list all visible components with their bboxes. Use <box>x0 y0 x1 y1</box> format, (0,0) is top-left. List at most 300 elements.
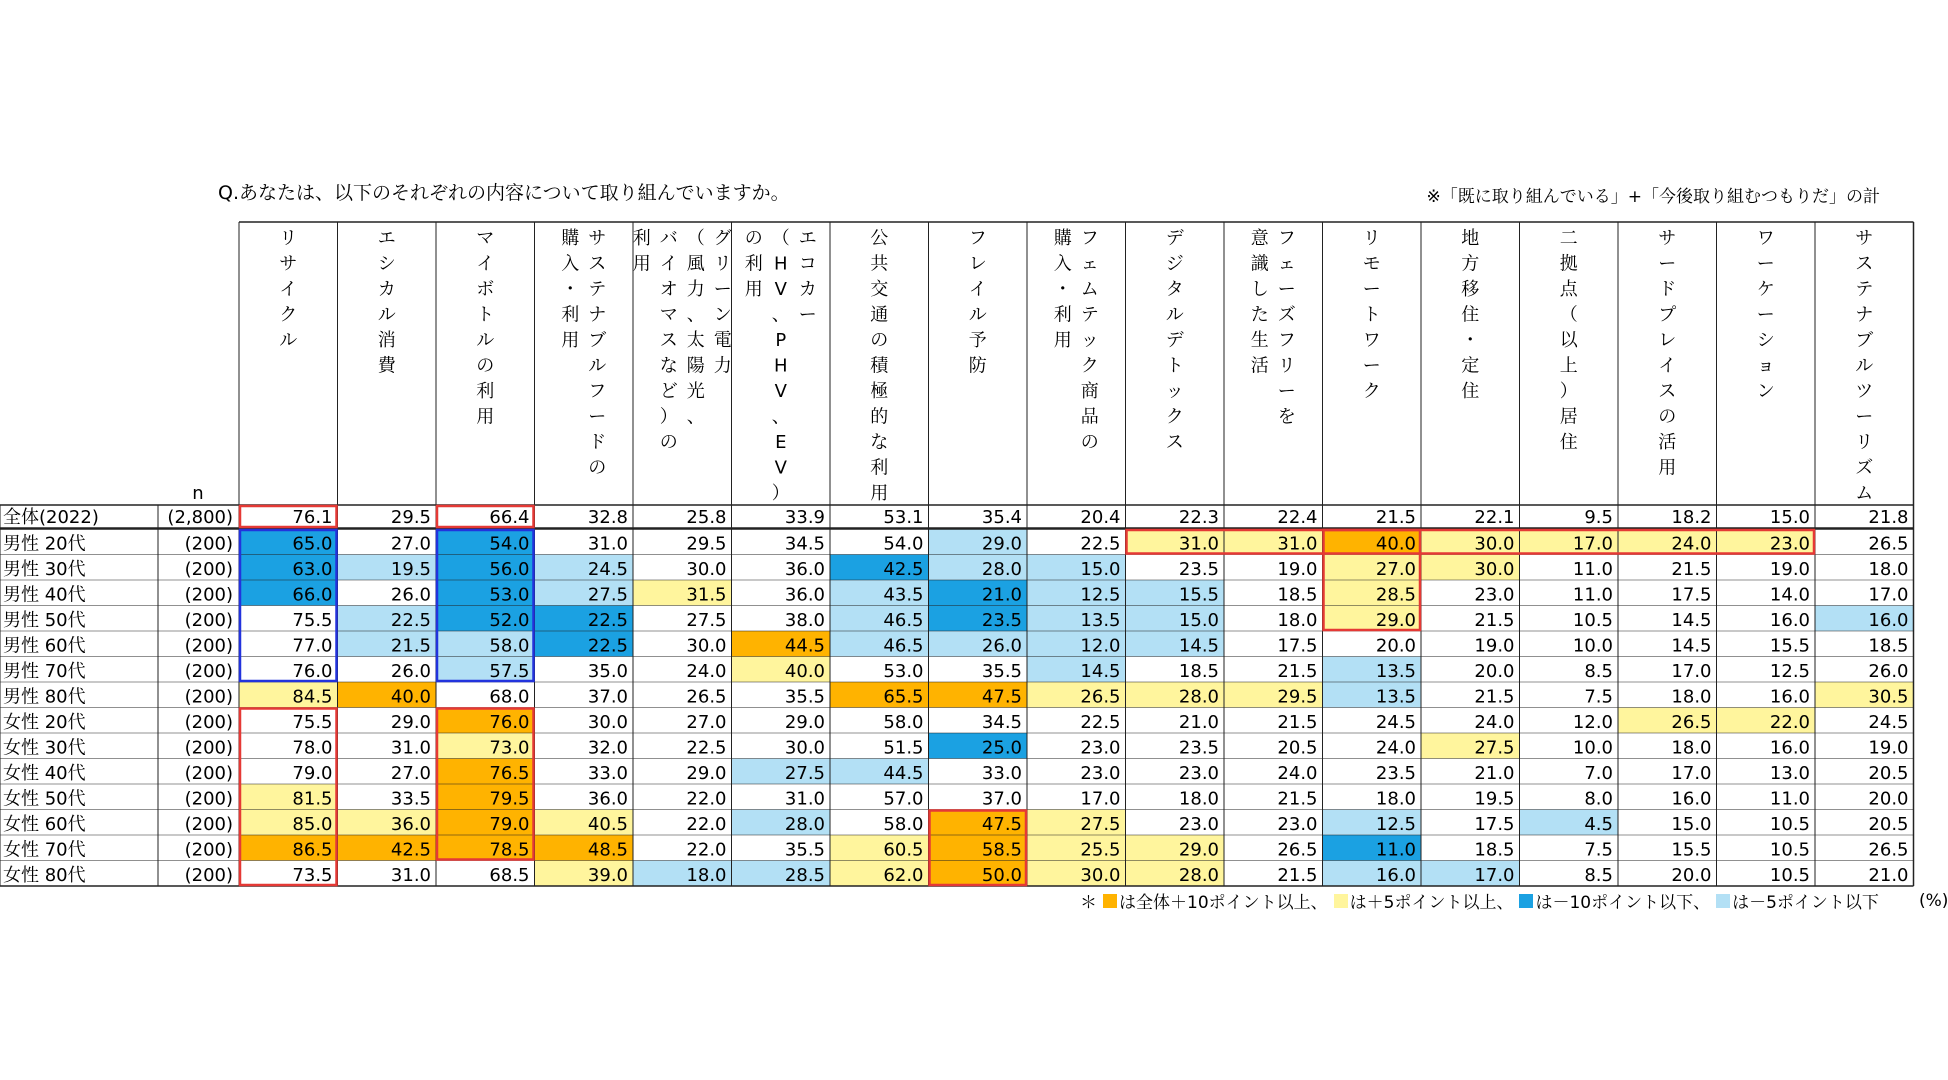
cell-value: 17.5 <box>1277 635 1318 657</box>
column-header-char: ム <box>1080 279 1099 300</box>
column-header-char: マ <box>659 304 678 326</box>
column-header-char: 光 <box>686 381 705 402</box>
column-header-char: 品 <box>1080 406 1099 428</box>
column-header-char: ク <box>1362 381 1381 402</box>
column-header-char: 、 <box>686 406 705 428</box>
cell-value: 79.5 <box>489 788 530 810</box>
cell-value: 27.0 <box>390 763 431 784</box>
column-header-char: ル <box>476 330 495 351</box>
cell-value: 8.5 <box>1584 865 1613 886</box>
column-header-char: ど <box>659 381 678 402</box>
cell-value: 76.0 <box>292 661 333 682</box>
cell-value: 17.0 <box>1080 788 1121 810</box>
cell-value: 30.0 <box>1474 533 1515 555</box>
cell-value: 31.0 <box>1178 533 1219 555</box>
column-header-char: ・ <box>1461 330 1480 351</box>
cell-value: 73.5 <box>292 865 333 886</box>
cell-value: 63.0 <box>292 559 333 580</box>
cell-value: 31.0 <box>390 737 431 759</box>
cell-value: 50.0 <box>981 865 1022 886</box>
cell-value: 33.0 <box>981 763 1022 784</box>
cell-value: 17.5 <box>1671 584 1712 606</box>
row-label: 男性 50代 <box>3 610 86 631</box>
cell-value: 77.0 <box>292 635 333 657</box>
cell-value: 14.0 <box>1769 584 1810 606</box>
cell-value: 27.5 <box>1474 737 1515 759</box>
column-header-char: イ <box>1658 355 1677 377</box>
column-header-char: 居 <box>1559 406 1578 428</box>
column-header-char: 用 <box>561 330 580 351</box>
cell-value: 13.0 <box>1769 763 1810 784</box>
column-header-char: 交 <box>870 279 889 300</box>
cell-value: 19.0 <box>1769 559 1810 580</box>
cell-value: 18.0 <box>1375 788 1416 810</box>
column-header-char: 利 <box>476 381 495 402</box>
column-header-char: ー <box>1756 253 1775 275</box>
column-header-char: ワ <box>1362 330 1381 351</box>
cell-value: 17.0 <box>1572 533 1613 555</box>
column-header-char: イ <box>659 253 678 275</box>
row-n: (200) <box>184 661 233 682</box>
cell-value: 66.0 <box>292 584 333 606</box>
cell-value: 18.0 <box>686 865 727 886</box>
cell-value: 24.0 <box>1474 712 1515 733</box>
cell-value: 26.5 <box>1671 712 1712 733</box>
cell-value: 26.0 <box>390 584 431 606</box>
cell-value: 17.5 <box>1474 814 1515 835</box>
row-label: 女性 50代 <box>3 788 86 810</box>
cell-value: 29.5 <box>686 533 727 555</box>
cell-value: 23.0 <box>1769 533 1810 555</box>
cell-value: 20.4 <box>1080 507 1121 528</box>
column-header-char: 購 <box>561 228 580 249</box>
column-header-char: V <box>774 381 787 402</box>
cell-value: 29.5 <box>1277 686 1318 708</box>
column-header-char: 用 <box>1658 457 1677 479</box>
cell-value: 24.5 <box>1868 712 1909 733</box>
cell-value: 81.5 <box>292 788 333 810</box>
cell-value: 21.0 <box>981 584 1022 606</box>
row-label: 男性 70代 <box>3 661 86 682</box>
cell-value: 19.0 <box>1277 559 1318 580</box>
column-header-char: テ <box>1080 304 1099 326</box>
cell-value: 23.0 <box>1080 737 1121 759</box>
column-header-char: ） <box>659 406 678 428</box>
column-header-char: の <box>870 330 889 351</box>
column-header-char: シ <box>377 253 396 275</box>
column-header-char: 拠 <box>1559 253 1578 275</box>
cell-value: 28.0 <box>784 814 825 835</box>
cell-value: 22.4 <box>1277 507 1318 528</box>
column-header-char: 利 <box>1053 304 1072 326</box>
column-header-char: E <box>775 432 787 453</box>
cell-value: 23.0 <box>1178 763 1219 784</box>
cell-value: 20.5 <box>1868 814 1909 835</box>
cell-value: 60.5 <box>883 839 924 861</box>
cell-value: 29.0 <box>390 712 431 733</box>
column-header-char: ー <box>1277 279 1296 300</box>
column-header-char: ボ <box>476 279 495 300</box>
column-header-char: 、 <box>771 304 790 326</box>
cell-value: 21.5 <box>1277 865 1318 886</box>
column-header-char: 太 <box>686 330 705 351</box>
cell-value: 15.0 <box>1769 507 1810 528</box>
column-header-char: の <box>588 457 607 479</box>
cell-value: 27.0 <box>686 712 727 733</box>
column-header-char: サ <box>1658 228 1677 249</box>
cell-value: 53.1 <box>883 507 924 528</box>
legend-plus5-label: は＋5ポイント以上、 <box>1349 893 1514 913</box>
column-header-char: サ <box>588 228 607 249</box>
legend-prefix: ＊ <box>1080 893 1097 913</box>
cell-value: 76.5 <box>489 763 530 784</box>
column-header-char: 共 <box>870 253 889 275</box>
cell-value: 37.0 <box>587 686 628 708</box>
column-header-char: （ <box>686 228 705 249</box>
row-n: (200) <box>184 533 233 555</box>
cell-value: 65.0 <box>292 533 333 555</box>
cell-value: 11.0 <box>1375 839 1416 861</box>
cell-value: 22.0 <box>686 839 727 861</box>
cell-value: 36.0 <box>587 788 628 810</box>
cell-value: 36.0 <box>390 814 431 835</box>
cell-value: 23.0 <box>1080 763 1121 784</box>
cell-value: 19.5 <box>1474 788 1515 810</box>
column-header-char: ム <box>1855 483 1874 504</box>
cell-value: 40.5 <box>587 814 628 835</box>
cell-value: 27.0 <box>390 533 431 555</box>
row-label: 男性 20代 <box>3 533 86 555</box>
cell-value: 8.0 <box>1584 788 1613 810</box>
column-header-char: ド <box>588 432 607 453</box>
cell-value: 85.0 <box>292 814 333 835</box>
cell-value: 21.8 <box>1868 507 1909 528</box>
row-n: (200) <box>184 635 233 657</box>
cell-value: 43.5 <box>883 584 924 606</box>
column-header-char: ト <box>476 304 495 326</box>
cell-value: 17.0 <box>1474 865 1515 886</box>
cell-value: 21.5 <box>1671 559 1712 580</box>
cell-value: 18.0 <box>1868 559 1909 580</box>
cell-value: 86.5 <box>292 839 333 861</box>
row-label: 女性 40代 <box>3 763 86 784</box>
legend-plus10-label: は全体＋10ポイント以上、 <box>1119 893 1328 913</box>
column-header-char: V <box>774 457 787 479</box>
column-header-char: 住 <box>1461 381 1480 402</box>
cell-value: 24.0 <box>1375 737 1416 759</box>
row-n: (200) <box>184 814 233 835</box>
column-header-char: な <box>870 432 889 453</box>
cell-value: 18.5 <box>1277 584 1318 606</box>
column-header-char: 方 <box>1461 253 1480 275</box>
cell-value: 47.5 <box>981 686 1022 708</box>
cell-value: 28.0 <box>981 559 1022 580</box>
cell-value: 20.5 <box>1277 737 1318 759</box>
cell-value: 22.5 <box>587 635 628 657</box>
cell-value: 30.0 <box>1080 865 1121 886</box>
column-header-char: ッ <box>1080 330 1099 351</box>
cell-value: 30.0 <box>587 712 628 733</box>
cell-value: 15.0 <box>1178 610 1219 631</box>
cell-value: 40.0 <box>784 661 825 682</box>
column-header-char: ナ <box>1855 304 1874 326</box>
column-header-char: ル <box>279 330 298 351</box>
cell-value: 19.0 <box>1868 737 1909 759</box>
cell-value: 23.5 <box>1178 737 1219 759</box>
cell-value: 22.3 <box>1178 507 1219 528</box>
cell-value: 46.5 <box>883 610 924 631</box>
cell-value: 15.5 <box>1671 839 1712 861</box>
column-header-char: リ <box>279 228 298 249</box>
column-header-char: ェ <box>1080 253 1099 275</box>
cell-value: 21.5 <box>1474 610 1515 631</box>
row-label: 男性 60代 <box>3 635 86 657</box>
column-header-char: ー <box>1756 304 1775 326</box>
cell-value: 29.0 <box>1375 610 1416 631</box>
cell-value: 44.5 <box>883 763 924 784</box>
cell-value: 36.0 <box>784 559 825 580</box>
legend <box>1080 888 1948 913</box>
cell-value: 76.0 <box>489 712 530 733</box>
column-header-char: 活 <box>1250 355 1269 377</box>
cell-value: 26.5 <box>1277 839 1318 861</box>
column-header-char: ッ <box>1165 381 1184 402</box>
cell-value: 26.0 <box>390 661 431 682</box>
cell-value: 18.0 <box>1178 788 1219 810</box>
cell-value: 78.0 <box>292 737 333 759</box>
column-header-char: ル <box>588 355 607 377</box>
column-header-char: ー <box>1362 355 1381 377</box>
column-header-char: 入 <box>561 253 580 275</box>
cell-value: 23.0 <box>1178 814 1219 835</box>
cell-value: 53.0 <box>883 661 924 682</box>
column-header-char: レ <box>1658 330 1677 351</box>
legend-minus10-label: は－10ポイント以下、 <box>1535 893 1711 913</box>
legend-minus5-label: は－5ポイント以下 <box>1732 893 1879 913</box>
column-header-char: 用 <box>632 253 651 275</box>
column-header-char: ー <box>798 304 817 326</box>
cell-value: 12.0 <box>1080 635 1121 657</box>
column-header-char: ） <box>1559 381 1578 402</box>
cell-value: 24.0 <box>1671 533 1712 555</box>
cell-value: 28.0 <box>1178 686 1219 708</box>
cell-value: 22.1 <box>1474 507 1515 528</box>
column-header-char: な <box>659 355 678 377</box>
row-n: (200) <box>184 763 233 784</box>
note-text: ※「既に取り組んでいる」+「今後取り組むつもりだ」の計 <box>1426 187 1880 207</box>
cell-value: 37.0 <box>981 788 1022 810</box>
column-header-char: た <box>1250 304 1269 326</box>
column-header-char: を <box>1277 406 1296 428</box>
column-header-char: 通 <box>870 304 889 326</box>
cell-value: 18.5 <box>1474 839 1515 861</box>
row-label: 女性 80代 <box>3 865 86 886</box>
cell-value: 26.5 <box>686 686 727 708</box>
column-header-char: ズ <box>1277 304 1296 326</box>
cell-value: 24.5 <box>1375 712 1416 733</box>
cell-value: 10.0 <box>1572 737 1613 759</box>
cell-value: 22.5 <box>587 610 628 631</box>
column-header-char: 用 <box>476 406 495 428</box>
cell-value: 56.0 <box>489 559 530 580</box>
cell-value: 21.0 <box>1178 712 1219 733</box>
column-header-char: ブ <box>588 330 607 351</box>
column-header-char: 費 <box>377 355 396 377</box>
cell-value: 42.5 <box>390 839 431 861</box>
cell-value: 15.0 <box>1080 559 1121 580</box>
cell-value: 57.0 <box>883 788 924 810</box>
cell-value: 16.0 <box>1769 686 1810 708</box>
cell-value: 35.0 <box>587 661 628 682</box>
cell-value: 19.5 <box>390 559 431 580</box>
cell-value: 14.5 <box>1671 610 1712 631</box>
cell-value: 47.5 <box>981 814 1022 835</box>
cell-value: 48.5 <box>587 839 628 861</box>
cell-value: 58.5 <box>981 839 1022 861</box>
cell-value: 30.5 <box>1868 686 1909 708</box>
column-header-char: 商 <box>1080 381 1099 402</box>
column-header-char: カ <box>798 279 817 300</box>
cell-value: 20.0 <box>1474 661 1515 682</box>
column-header-char: コ <box>798 253 817 275</box>
cell-value: 26.5 <box>1868 839 1909 861</box>
column-header-char: 用 <box>870 483 889 504</box>
column-header-char: H <box>773 355 788 377</box>
cell-value: 10.5 <box>1769 814 1810 835</box>
column-header-char: リ <box>1362 228 1381 249</box>
column-header-char: 利 <box>870 457 889 479</box>
cell-value: 7.0 <box>1584 763 1613 784</box>
cell-value: 75.5 <box>292 712 333 733</box>
cell-value: 11.0 <box>1572 559 1613 580</box>
cell-value: 21.5 <box>1474 686 1515 708</box>
column-header-char: ル <box>968 304 987 326</box>
column-header-char: ェ <box>1277 253 1296 275</box>
column-header-char: エ <box>798 228 817 249</box>
cell-value: 11.0 <box>1572 584 1613 606</box>
cell-value: 21.5 <box>1277 712 1318 733</box>
cell-value: 16.0 <box>1868 610 1909 631</box>
cell-value: 7.5 <box>1584 839 1613 861</box>
cell-value: 23.5 <box>1375 763 1416 784</box>
cell-value: 16.0 <box>1769 737 1810 759</box>
cell-value: 27.5 <box>686 610 727 631</box>
cell-value: 16.0 <box>1769 610 1810 631</box>
column-header-char: ズ <box>1855 457 1874 479</box>
cell-value: 10.5 <box>1769 839 1810 861</box>
cell-value: 15.5 <box>1178 584 1219 606</box>
column-header-char: ・ <box>1053 279 1072 300</box>
cell-value: 31.0 <box>784 788 825 810</box>
row-label: 男性 80代 <box>3 686 86 708</box>
column-header-char: 利 <box>561 304 580 326</box>
column-header-char: ケ <box>1756 279 1775 300</box>
column-header-char: 風 <box>686 253 705 275</box>
column-header-char: 公 <box>870 228 889 249</box>
cell-value: 32.8 <box>587 507 628 528</box>
column-header-char: リ <box>1855 432 1874 453</box>
cell-value: 18.5 <box>1868 635 1909 657</box>
column-header-char: ） <box>771 483 790 504</box>
cell-value: 33.9 <box>784 507 825 528</box>
column-header-char: ド <box>1658 279 1677 300</box>
cell-value: 12.5 <box>1769 661 1810 682</box>
column-header-char: （ <box>771 228 790 249</box>
column-header-char: 力 <box>686 279 705 300</box>
row-n: (200) <box>184 865 233 886</box>
cell-value: 29.0 <box>1178 839 1219 861</box>
cell-value: 25.5 <box>1080 839 1121 861</box>
column-header-char: 消 <box>377 330 396 351</box>
cell-value: 58.0 <box>883 814 924 835</box>
cell-value: 30.0 <box>784 737 825 759</box>
column-header-char: 積 <box>870 355 889 377</box>
column-header-char: ン <box>1756 381 1775 402</box>
cell-value: 18.0 <box>1671 686 1712 708</box>
column-header-char: 住 <box>1461 304 1480 326</box>
row-n: (200) <box>184 788 233 810</box>
cell-value: 8.5 <box>1584 661 1613 682</box>
cell-value: 20.0 <box>1671 865 1712 886</box>
column-header-char: サ <box>279 253 298 275</box>
column-header-char: 活 <box>1658 432 1677 453</box>
cell-value: 21.5 <box>390 635 431 657</box>
cell-value: 13.5 <box>1375 686 1416 708</box>
cell-value: 46.5 <box>883 635 924 657</box>
column-header-char: カ <box>377 279 396 300</box>
cell-value: 25.8 <box>686 507 727 528</box>
column-header-char: 移 <box>1461 279 1480 300</box>
cell-value: 26.0 <box>1868 661 1909 682</box>
cell-value: 31.0 <box>390 865 431 886</box>
cell-value: 73.0 <box>489 737 530 759</box>
column-header-char: サ <box>1855 228 1874 249</box>
legend-swatch-plus10 <box>1103 894 1117 908</box>
column-header-char: 防 <box>968 355 987 377</box>
cell-value: 23.5 <box>1178 559 1219 580</box>
cell-value: 14.5 <box>1671 635 1712 657</box>
cell-value: 18.5 <box>1178 661 1219 682</box>
cell-value: 23.0 <box>1277 814 1318 835</box>
cell-value: 21.5 <box>1277 788 1318 810</box>
cell-value: 58.0 <box>883 712 924 733</box>
cell-value: 30.0 <box>686 559 727 580</box>
cell-value: 16.0 <box>1375 865 1416 886</box>
cell-value: 15.0 <box>1671 814 1712 835</box>
column-header-char: デ <box>1165 330 1184 351</box>
column-header-char: ト <box>1165 355 1184 377</box>
cell-value: 54.0 <box>883 533 924 555</box>
column-header-char: 利 <box>632 228 651 249</box>
cell-value: 29.0 <box>686 763 727 784</box>
column-header-char: 識 <box>1250 253 1269 275</box>
row-n: (200) <box>184 584 233 606</box>
cell-value: 18.0 <box>1671 737 1712 759</box>
cell-value: 75.5 <box>292 610 333 631</box>
row-label: 全体(2022) <box>3 507 99 528</box>
column-header-char: ス <box>1165 432 1184 453</box>
cell-value: 20.5 <box>1868 763 1909 784</box>
column-header-char: ワ <box>1756 228 1775 249</box>
cell-value: 39.0 <box>587 865 628 886</box>
cell-value: 40.0 <box>390 686 431 708</box>
column-header-char: の <box>659 432 678 453</box>
question-text: Q.あなたは、以下のそれぞれの内容について取り組んでいますか。 <box>218 182 790 204</box>
row-n: (200) <box>184 737 233 759</box>
column-header-char: ー <box>1362 279 1381 300</box>
cell-value: 21.5 <box>1375 507 1416 528</box>
column-header-char: ー <box>588 406 607 428</box>
